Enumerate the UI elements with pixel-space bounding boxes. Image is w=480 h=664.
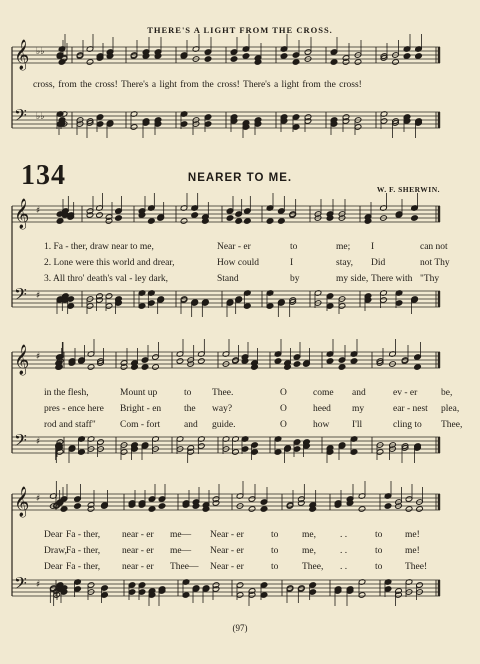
lyric-syllable: and (184, 420, 198, 430)
note-head (266, 218, 274, 225)
lyric-syllable: to (271, 546, 279, 556)
note-head (242, 53, 250, 60)
lyric-syllable: I (371, 242, 375, 252)
lyric-syllable: how (313, 420, 330, 430)
lyric-syllable: to (271, 530, 279, 540)
lyric-syllable: Near - er (210, 546, 244, 556)
lyric-syllable: plea, (441, 404, 460, 414)
lyric-syllable: come (313, 388, 334, 398)
lyric-syllable: pres - ence here (44, 404, 104, 414)
lyric-syllable: Fa - ther, (66, 562, 101, 572)
note-head (176, 358, 184, 365)
key-signature: ♯ (36, 291, 41, 301)
note-head (274, 358, 282, 365)
bass-clef: 𝄢 (14, 284, 27, 308)
note-head (96, 212, 104, 219)
note-head (158, 503, 166, 510)
lyric-syllable: me— (170, 546, 192, 556)
lyric-syllable: Thee, (302, 562, 324, 572)
lyric-syllable: me! (405, 530, 420, 540)
lyric-syllable: . . (340, 530, 348, 540)
treble-clef: 𝄞 (14, 40, 30, 70)
lyric-syllable: my side, (336, 274, 369, 284)
lyric-syllable: me, (302, 530, 316, 540)
note-head (204, 56, 212, 63)
lyric-syllable: Thee. (212, 388, 234, 398)
lyric-syllable: 2. Lone were this world and drear, (44, 258, 175, 268)
lyric-syllable: near - er (122, 546, 154, 556)
note-head (148, 218, 156, 225)
note-head (403, 53, 411, 60)
lyric-syllable: to (271, 562, 279, 572)
lyric-syllable: How could (217, 258, 259, 268)
lyric-syllable: Com - fort (120, 420, 161, 430)
lyric-syllable: and (352, 388, 366, 398)
note-head (326, 358, 334, 365)
lyric-syllable: Thee! (405, 562, 428, 572)
lyric-syllable: 1. Fa - ther, draw near to me, (44, 242, 154, 252)
lyric-syllable: 3. All thro' death's val - ley dark, (44, 274, 168, 284)
lyric-syllable: in the flesh, (44, 388, 89, 398)
lyric-syllable: O (280, 404, 287, 414)
note-head (152, 364, 160, 371)
note-head (280, 53, 288, 60)
lyric-syllable: I'll (352, 420, 363, 430)
lyric-syllable: way? (212, 404, 233, 414)
key-signature: ♯ (36, 494, 41, 504)
lyric-syllable: Bright - en (120, 404, 162, 414)
note-head (235, 218, 243, 225)
hymn-author: W. F. SHERWIN. (376, 185, 440, 194)
bass-clef: 𝄢 (14, 430, 27, 454)
note-head (74, 503, 82, 510)
treble-clef: 𝄞 (14, 487, 30, 517)
lyric-syllable: be, (441, 388, 453, 398)
lyric-syllable: Fa - ther, (66, 530, 101, 540)
lyric-syllable: to (184, 388, 192, 398)
lyric-syllable: O (280, 420, 287, 430)
lyric-syllable: heed (313, 404, 331, 414)
note-head (226, 215, 234, 222)
lyric-syllable: me; (336, 242, 351, 252)
lyric-syllable: Thee, (441, 420, 463, 430)
note-head (260, 506, 268, 513)
lyric-syllable: cling to (393, 420, 422, 430)
lyric-syllable: Dear (44, 530, 63, 540)
lyric-syllable: ev - er (393, 388, 418, 398)
lyric-syllable: O (280, 388, 287, 398)
running-header: THERE'S A LIGHT FROM THE CROSS. (147, 25, 333, 35)
note-head (405, 506, 413, 513)
note-head (86, 59, 94, 66)
note-head (358, 506, 366, 513)
note-head (415, 53, 423, 60)
note-head (87, 364, 95, 371)
note-head (115, 215, 123, 222)
lyric-syllable: my (352, 404, 365, 414)
lyric-syllable: Stand (217, 274, 239, 284)
note-head (56, 218, 64, 225)
lyric-syllable: Fa - ther, (66, 546, 101, 556)
note-head (141, 364, 149, 371)
lyric-syllable: Near - er (210, 530, 244, 540)
lyric-syllable: can not (420, 242, 448, 252)
lyric-syllable: Near - er (217, 242, 251, 252)
note-head (148, 506, 156, 513)
key-signature: ♭♭ (36, 112, 45, 122)
lyric-syllable: the (184, 404, 196, 414)
lyric-syllable: Mount up (120, 388, 158, 398)
lyric-syllable: . . (340, 546, 348, 556)
note-head (191, 212, 199, 219)
note-head (414, 364, 422, 371)
key-signature: ♯ (36, 437, 41, 447)
note-head (350, 358, 358, 365)
note-head (354, 59, 362, 66)
key-signature: ♯ (36, 352, 41, 362)
lyric-syllable: stay, (336, 258, 354, 268)
lyric-syllable: . . (340, 562, 348, 572)
lyric-syllable: Draw, (44, 546, 67, 556)
treble-clef: 𝄞 (14, 345, 30, 375)
lyric-syllable: rod and staff" (44, 420, 96, 430)
bass-clef: 𝄢 (14, 105, 27, 129)
lyric-syllable: me! (405, 546, 420, 556)
hymn-title: NEARER TO ME. (187, 172, 293, 184)
treble-clef: 𝄞 (14, 199, 30, 229)
page-number: (97) (232, 623, 248, 633)
key-signature: ♯ (36, 580, 41, 590)
bass-clef: 𝄢 (14, 573, 27, 597)
note-head (248, 506, 256, 513)
note-head (416, 506, 424, 513)
note-head (230, 56, 238, 63)
note-head (180, 218, 188, 225)
lyric-syllable: to (290, 242, 298, 252)
lyric-syllable: by (290, 274, 300, 284)
note-head (330, 59, 338, 66)
lyric-syllable: me, (302, 546, 316, 556)
key-signature: ♭♭ (36, 47, 45, 57)
note-head (60, 506, 68, 513)
lyric-syllable: to (375, 530, 383, 540)
hymn-number: 134 (21, 160, 66, 191)
lyric-syllable: Dear (44, 562, 63, 572)
lyric-syllable: not Thy (420, 258, 450, 268)
note-head (292, 59, 300, 66)
note-head (198, 358, 206, 365)
key-signature: ♯ (36, 206, 41, 216)
note-head (244, 218, 252, 225)
lyric-syllable: me— (170, 530, 192, 540)
lyric-syllable: near - er (122, 530, 154, 540)
lyric-syllable: There with (371, 274, 413, 284)
lyric-syllable: to (375, 546, 383, 556)
note-head (338, 364, 346, 371)
lyric-syllable: near - er (122, 562, 154, 572)
lyric-syllable: Thee— (170, 562, 199, 572)
lyric-syllable: ear - nest (393, 404, 428, 414)
lyric-syllable: Near - er (210, 562, 244, 572)
lyric-syllable: guide. (212, 420, 236, 430)
lyric-syllable: I (290, 258, 294, 268)
note-head (278, 218, 286, 225)
note-head (293, 361, 301, 368)
lyric-syllable: to (375, 562, 383, 572)
note-head (392, 59, 400, 66)
lyric-syllable: "Thy (420, 274, 440, 284)
lyric-syllable: Did (371, 258, 386, 268)
top-fragment-lyric: cross, from the cross! There's a light from the cross! There's a light from the cross! (33, 80, 362, 90)
note-head (384, 503, 392, 510)
note-head (411, 215, 419, 222)
